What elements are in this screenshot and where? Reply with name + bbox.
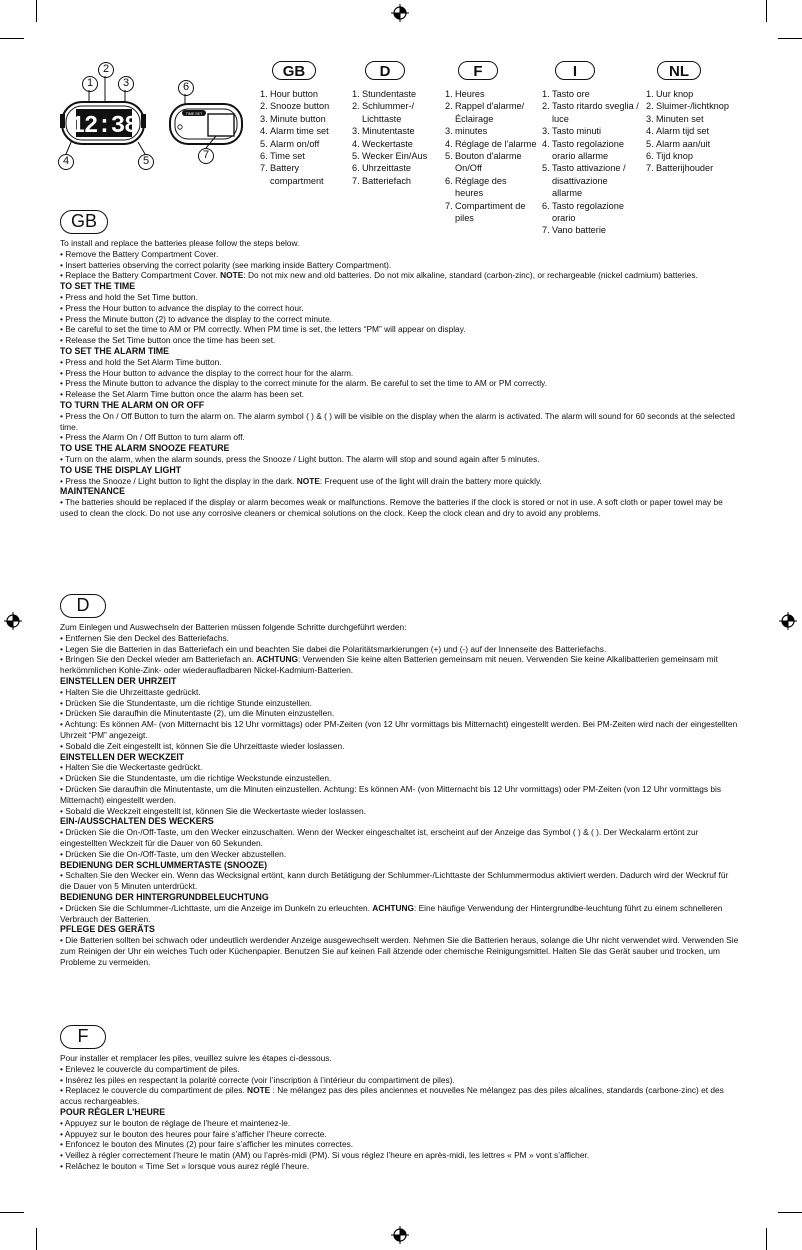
part-item: 3. Minuten set — [646, 113, 704, 124]
callout-5: 5 — [138, 154, 154, 170]
time-set-tag: TIME SET — [185, 112, 203, 116]
parts-list-f — [445, 88, 537, 224]
callout-3: 3 — [118, 76, 134, 92]
part-item: 5. Wecker Ein/Aus — [352, 151, 428, 162]
parts-list-d — [352, 88, 442, 187]
bullet: • Enfoncez le bouton des Minutes (2) pour faire s’afficher les minutes correctes. — [60, 1139, 354, 1150]
bullet: • Appuyez sur le bouton des heures pour faire s’afficher l’heure correcte. — [60, 1128, 327, 1139]
clock-display-digits: 12:38 — [70, 113, 138, 140]
bullet: • Press and hold the Set Time button. — [60, 291, 198, 302]
bullet: • Die Batterien sollten bei schwach oder undeutlich werdender Anzeige ausgewechselt werden. Nehmen Sie die Batterien heraus, solange die Uhr nicht verwendet wird. Verwenden Sie zum Reinigen der Uhr ein weiches Tuch oder Küchenpapier. Benutzen Sie auf keinen Fall ätzende oder chemische Reinigungsmittel. Halten Sie das Gerät sauber und trocken, um Probleme zu vermeiden. — [60, 935, 739, 967]
bullet: • Bringen Sie den Deckel wieder am Batteriefach an. ACHTUNG: Verwenden Sie keine alten Batterien gemeinsam mit neuen. Verwenden Sie keine Alkalibatterien gemeinsam mit herkömmlichen Kohle-Zink- oder wiederaufladbaren Nickel-Kadmium-Batterien. — [60, 654, 718, 676]
callout-2: 2 — [98, 62, 114, 78]
crop-mark — [766, 0, 767, 22]
crop-mark — [778, 1212, 802, 1213]
part-item: 4. Alarm time set — [260, 126, 329, 137]
crop-mark — [0, 1212, 24, 1213]
bullet: • Sobald die Zeit eingestellt ist, können Sie die Uhrzeittaste wieder loslassen. — [60, 740, 345, 751]
bullet: • Drücken Sie daraufhin die Minutentaste, um die Minuten einzustellen. Achtung: Es können AM- (von Mitternacht bis 12 Uhr vormittags) oder PM-Zeiten (von 12 Uhr vormittags bis Mitternacht) eingestellt werden. — [60, 783, 721, 805]
callout-7: 7 — [198, 148, 214, 164]
bullet: • Drücken Sie die Stundentaste, um die richtige Weckstunde einzustellen. — [60, 773, 332, 784]
bullet: • Remove the Battery Compartment Cover. — [60, 248, 219, 259]
part-item: 2. Rappel d'alarme/ Éclairage — [445, 101, 525, 124]
bullet: • The batteries should be replaced if the display or alarm becomes weak or malfunctions. Remove the batteries if the clock is stored or not in use. A soft cloth or paper towel may be used to clean the clock. Do not use any corrosive cleaners or chemical solutions on the clock. Keep the clock clean and dry to avoid any problems. — [60, 497, 723, 518]
callout-4: 4 — [58, 154, 74, 170]
crop-mark — [0, 38, 24, 39]
section-gb — [60, 238, 740, 519]
part-item: 1. Stundentaste — [352, 89, 417, 99]
part-item: 2. Tasto ritardo sveglia / luce — [542, 101, 639, 124]
clock-front-view — [58, 62, 258, 177]
section-heading: BEDIENUNG DER HINTERGRUNDBELEUCHTUNG — [60, 891, 269, 902]
part-item: 6. Time set — [260, 151, 305, 162]
paragraph: Pour installer et remplacer les piles, veuillez suivre les étapes ci-dessous. — [60, 1053, 332, 1063]
bullet: • Drücken Sie die On-/Off-Taste, um den Wecker abzustellen. — [60, 848, 287, 859]
part-item: 3. minutes — [445, 126, 488, 137]
callout-1: 1 — [82, 76, 98, 92]
part-item: 3. Tasto minuti — [542, 126, 602, 137]
bullet: • Turn on the alarm, when the alarm sounds, press the Snooze / Light button. The alarm will stop and sound again after 5 minutes. — [60, 453, 540, 464]
paragraph: To install and replace the batteries please follow the steps below. — [60, 238, 300, 248]
crop-mark — [766, 1228, 767, 1250]
part-item: 1. Heures — [445, 89, 485, 99]
section-d — [60, 622, 740, 968]
part-item: 5. Alarm on/off — [260, 138, 320, 149]
section-badge-d: D — [60, 594, 106, 618]
section-heading: TO USE THE DISPLAY LIGHT — [60, 464, 182, 475]
bullet: • Press the Hour button to advance the display to the correct hour for the alarm. — [60, 367, 354, 378]
section-heading: TO TURN THE ALARM ON OR OFF — [60, 399, 205, 410]
product-diagram — [58, 62, 258, 177]
part-item: 7. Compartiment de piles — [445, 200, 526, 224]
section-heading: TO USE THE ALARM SNOOZE FEATURE — [60, 443, 230, 454]
bullet: • Press the Snooze / Light button to light the display in the dark. NOTE: Frequent use of the light will drain the battery more quickly. — [60, 475, 542, 486]
part-item: 5. Tasto attivazione / disattivazione allarme — [542, 163, 626, 199]
section-heading: POUR RÉGLER L’HEURE — [60, 1106, 166, 1117]
bullet: • Press and hold the Set Alarm Time button. — [60, 356, 222, 367]
parts-list-nl — [646, 88, 756, 175]
bullet: • Halten Sie die Weckertaste gedrückt. — [60, 762, 203, 773]
crop-mark — [36, 0, 37, 22]
parts-list-i — [542, 88, 640, 237]
bullet: • Drücken Sie daraufhin die Minutentaste (2), um die Minuten einzustellen. — [60, 708, 335, 719]
callout-6: 6 — [178, 80, 194, 96]
section-heading: BEDIENUNG DER SCHLUMMERTASTE (SNOOZE) — [60, 859, 268, 870]
part-item: 3. Minutentaste — [352, 126, 415, 137]
bullet: • Enlevez le couvercle du compartiment de piles. — [60, 1063, 240, 1074]
bullet: • Be careful to set the time to AM or PM correctly. When PM time is set, the letters “PM” will appear on display. — [60, 324, 466, 335]
part-item: 7. Batteriefach — [352, 175, 412, 186]
part-item: 5. Bouton d'alarme On/Off — [445, 151, 522, 174]
part-item: 1. Uur knop — [646, 89, 694, 99]
bullet: • Press the On / Off Button to turn the alarm on. The alarm symbol ( ) & ( ) will be visible on the display when the alarm is activated. The alarm will sound for 60 seconds at the selected time. — [60, 410, 735, 432]
lang-badge-i: I — [555, 61, 595, 80]
part-item: 7. Vano batterie — [542, 225, 606, 236]
section-heading: TO SET THE ALARM TIME — [60, 345, 169, 356]
part-item: 4. Alarm tijd set — [646, 126, 710, 137]
bullet: • Sobald die Weckzeit eingestellt ist, können Sie die Weckertaste wieder loslassen. — [60, 805, 366, 816]
bullet: • Press the Hour button to advance the display to the correct hour. — [60, 302, 304, 313]
bullet: • Appuyez sur le bouton de réglage de l’heure et maintenez-le. — [60, 1117, 291, 1128]
section-heading: EIN-/AUSSCHALTEN DES WECKERS — [60, 816, 214, 827]
bullet: • Schalten Sie den Wecker ein. Wenn das Wecksignal ertönt, kann durch Betätigung der Schlummer-/Lichttaste der Schlummermodus aktiviert werden. Dadurch wird der Weckruf für die Dauer von 5 Minuten unterdrückt. — [60, 870, 729, 892]
part-item: 7. Batterijhouder — [646, 163, 714, 174]
registration-mark-icon — [4, 612, 22, 630]
bullet: • Replace the Battery Compartment Cover. NOTE: Do not mix new and old batteries. Do not mix alkaline, standard (carbon-zinc), or rechargeable (nickel cadmium) batteries. — [60, 270, 698, 281]
lang-badge-gb: GB — [272, 61, 316, 80]
registration-mark-icon — [391, 4, 409, 22]
bullet: • Entfernen Sie den Deckel des Batteriefachs. — [60, 632, 229, 643]
bullet: • Insérez les piles en respectant la polarité correcte (voir l’inscription à l’intérieur du compartiment de piles). — [60, 1074, 455, 1085]
part-item: 3. Minute button — [260, 113, 326, 124]
part-item: 7. Battery compartment — [260, 163, 324, 186]
lang-badge-d: D — [365, 61, 405, 80]
registration-mark-icon — [391, 1226, 409, 1244]
bullet: • Legen Sie die Batterien in das Batteriefach ein und beachten Sie dabei die Polaritätsmarkierungen (+) und (-) auf der Innenseite des Batteriefachs. — [60, 643, 607, 654]
parts-list-gb — [260, 88, 350, 187]
registration-mark-icon — [779, 612, 797, 630]
bullet: • Release the Set Time button once the time has been set. — [60, 335, 276, 346]
bullet: • Halten Sie die Uhrzeittaste gedrückt. — [60, 686, 201, 697]
bullet: • Drücken Sie die Stundentaste, um die richtige Stunde einzustellen. — [60, 697, 312, 708]
part-item: 6. Tasto regolazione orario — [542, 200, 625, 224]
crop-mark — [778, 38, 802, 39]
bullet: • Drücken Sie die On-/Off-Taste, um den Wecker einzuschalten. Wenn der Wecker eingeschaltet ist, erscheint auf der Anzeige das Symbol ( ) & ( ). Der Weckalarm ertönt zur eingestellten Weckzeit für die Dauer von 60 Sekunden. — [60, 827, 699, 848]
section-heading: EINSTELLEN DER WECKZEIT — [60, 751, 185, 762]
bullet: • Replacez le couvercle du compartiment de piles. NOTE : Ne mélangez pas des piles anciennes et nouvelles Ne mélangez pas des piles alcalines, standards (carbone-zinc) et des accus rechargeables. — [60, 1085, 724, 1107]
bullet: • Insert batteries observing the correct polarity (see marking inside Battery Compartment). — [60, 259, 392, 270]
lang-badge-f: F — [458, 61, 498, 80]
part-item: 4. Weckertaste — [352, 138, 413, 149]
section-heading: MAINTENANCE — [60, 486, 125, 497]
bullet: • Press the Alarm On / Off Button to turn alarm off. — [60, 432, 245, 443]
part-item: 6. Tijd knop — [646, 151, 693, 162]
part-item: 6. Uhrzeittaste — [352, 163, 412, 174]
bullet: • Press the Minute button to advance the display to the correct minute for the alarm. Be careful to set the time to AM or PM correctly. — [60, 378, 547, 389]
section-f — [60, 1053, 740, 1172]
part-item: 4. Tasto regolazione orario allarme — [542, 138, 625, 162]
bullet: • Release the Set Alarm Time button once the alarm has been set. — [60, 389, 305, 400]
section-heading: EINSTELLEN DER UHRZEIT — [60, 675, 177, 686]
part-item: 6. Réglage des heures — [445, 175, 507, 199]
section-badge-f: F — [60, 1025, 106, 1049]
paragraph: Zum Einlegen und Auswechseln der Batterien müssen folgende Schritte durchgeführt werden: — [60, 622, 407, 632]
section-heading: TO SET THE TIME — [60, 281, 136, 292]
crop-mark — [36, 1228, 37, 1250]
section-badge-gb: GB — [60, 210, 108, 234]
part-item: 5. Alarm aan/uit — [646, 138, 711, 149]
part-item: 1. Tasto ore — [542, 89, 590, 99]
bullet: • Achtung: Es können AM- (von Mitternacht bis 12 Uhr vormittags) oder PM-Zeiten (von 12 Uhr vormittags bis Mitternacht) eingestellt werden. Bei PM-Zeiten wird nach der eingestellten Uhrzeit “PM” angezeigt. — [60, 719, 738, 740]
part-item: 2. Sluimer-/lichtknop — [646, 101, 730, 112]
part-item: 1. Hour button — [260, 89, 319, 99]
bullet: • Drücken Sie die Schlummer-/Lichttaste, um die Anzeige im Dunkeln zu erleuchten. ACHTUNG: Eine häufige Verwendung der Hintergrundbe-leuchtung führt zu einem schnelleren Verbrauch der Batterien. — [60, 902, 723, 924]
bullet: • Veillez à régler correctement l’heure le matin (AM) ou l’après-midi (PM). Si vous réglez l’heure en après-midi, les lettres « PM » vont s’afficher. — [60, 1150, 590, 1161]
section-heading: PFLEGE DES GERÄTS — [60, 924, 155, 935]
bullet: • Press the Minute button (2) to advance the display to the correct minute. — [60, 313, 332, 324]
bullet: • Relâchez le bouton « Time Set » lorsque vous aurez réglé l’heure. — [60, 1160, 310, 1171]
part-item: 2. Snooze button — [260, 101, 330, 112]
part-item: 2. Schlummer-/ Lichttaste — [352, 101, 415, 124]
lang-badge-nl: NL — [657, 61, 701, 80]
part-item: 4. Réglage de l'alarme — [445, 138, 537, 149]
